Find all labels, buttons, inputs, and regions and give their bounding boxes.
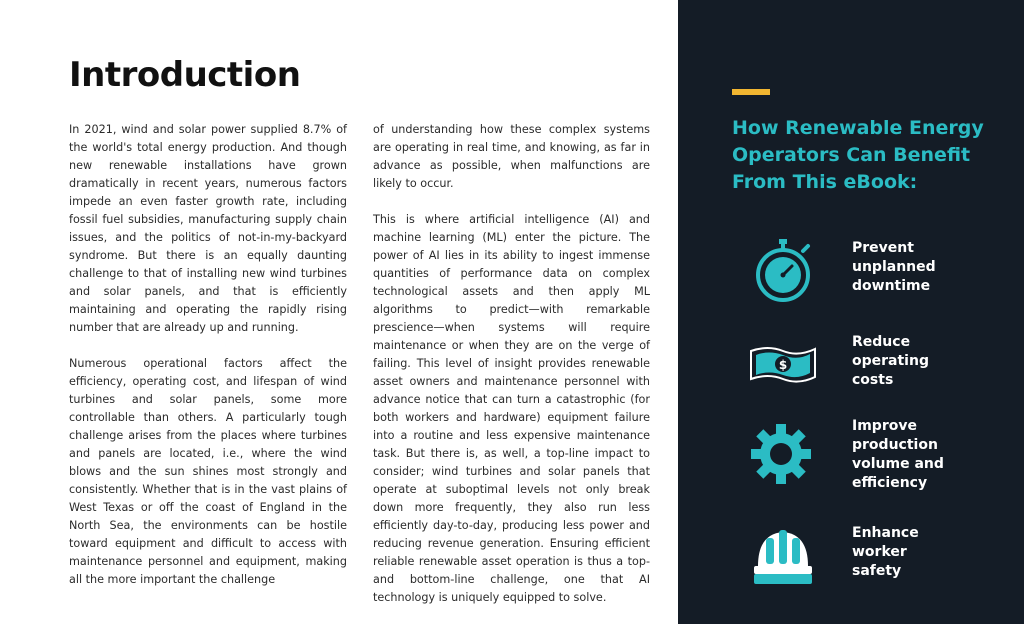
page-title: Introduction	[69, 55, 301, 95]
text-column-2	[373, 121, 650, 624]
benefit-label: Enhance worker safety	[852, 525, 919, 579]
stopwatch-icon	[748, 239, 818, 309]
text-column-1	[69, 121, 347, 607]
benefit-reduce-costs	[748, 333, 1008, 423]
benefit-label: Prevent unplanned downtime	[852, 240, 936, 294]
benefit-label: Reduce operating costs	[852, 334, 929, 388]
benefit-improve-production	[748, 417, 1008, 507]
accent-bar	[732, 89, 770, 95]
benefit-prevent-downtime	[748, 239, 1008, 329]
hard-hat-icon	[748, 524, 818, 594]
paragraph: In 2021, wind and solar power supplied 8.7% of the world's total energy production. And though new renewable installations have grown dramatically in recent years, numerous factors impede an even faster growth rate, including fossil fuel subsidies, manufacturing supply chain issues, and the politics of not-in-my-backyard syndrome. But there is an equally daunting challenge to that of installing new wind turbines and solar panels, and that is efficiently maintaining and operating the rapidly rising number that are already up and running.	[69, 123, 347, 334]
paragraph: Numerous operational factors affect the efficiency, operating cost, and lifespan of wind turbines and solar panels, some more controllable than others. A particularly tough challenge arises from the places where turbines and panels are located, i.e., where the wind blows and the sun shines most strongly and consistently. Whether that is in the vast plains of West Texas or off the coast of England in the North Sea, the environments can be hostile toward equipment and difficult to access with maintenance personnel and equipment, making all the more important the challenge	[69, 357, 347, 586]
paragraph: of understanding how these complex systems are operating in real time, and knowing, as far in advance as possible, when malfunctions are likely to occur.	[373, 123, 650, 190]
sidebar-heading: How Renewable Energy Operators Can Benefit From This eBook:	[732, 117, 984, 193]
money-bill-icon	[748, 333, 818, 403]
benefit-worker-safety	[748, 524, 1008, 614]
svg-text:$: $	[778, 358, 788, 372]
paragraph: This is where artificial intelligence (AI) and machine learning (ML) enter the picture. The power of AI lies in its ability to ingest immense quantities of performance data on complex technological assets and then apply ML algorithms to predict—with remarkable prescience—when systems will require maintenance or when they are on the verge of failing. This level of insight provides renewable asset owners and maintenance personnel with advance notice that can turn a catastrophic (for both workers and hardware) equipment failure into a routine and less expensive maintenance task. But there is, as well, a top-line impact to consider; wind turbines and solar panels that operate at suboptimal levels not only break down more frequently, they also run less efficiently day-to-day, producing less power and reducing revenue generation. Ensuring efficient reliable renewable asset operation is thus a top- and bottom-line challenge, one that AI technology is uniquely equipped to solve.	[373, 213, 650, 604]
benefit-label: Improve production volume and efficiency	[852, 418, 944, 491]
benefits-sidebar	[678, 0, 1024, 624]
gear-icon	[748, 417, 818, 487]
